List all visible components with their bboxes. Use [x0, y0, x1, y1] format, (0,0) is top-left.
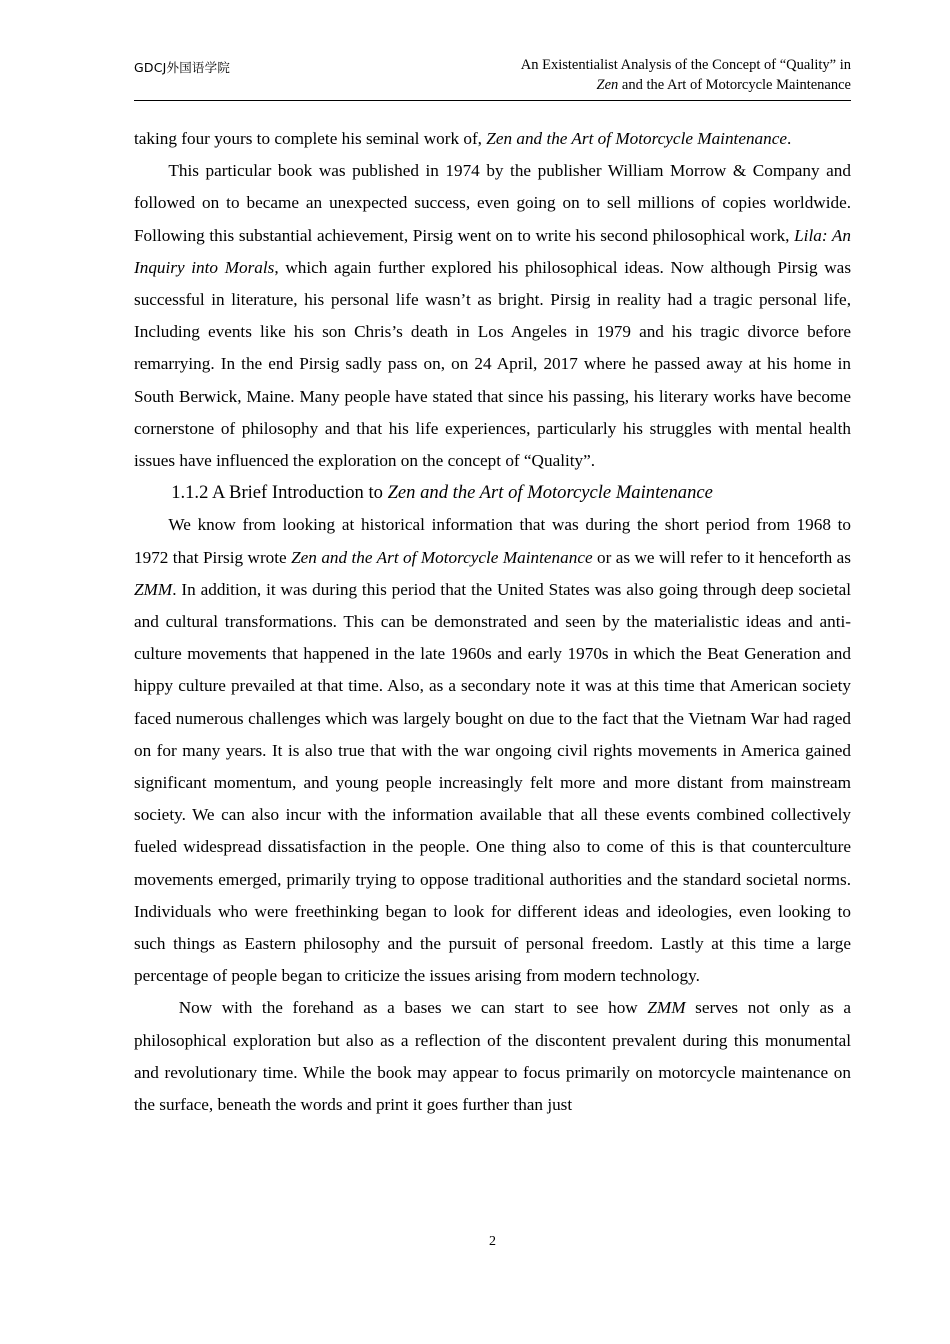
- paragraph-4-italic-abbrev-zmm: ZMM: [647, 998, 686, 1018]
- paragraph-1-text-before: taking four yours to complete his seminal work of,: [134, 129, 487, 148]
- paragraph-3-part-2: or as we will refer to it henceforth as: [592, 547, 851, 567]
- paragraph-3-part-3: . In addition, it was during this period that the United States was also going through deep societal and cultural transformations. This can be demonstrated and seen by the materialistic ideas and anti-culture movements that happened in the late 1960s and early 1970s in which the Beat Generation and hippy culture prevailed at that time. Also, as a secondary note it was at this time that American society faced numerous challenges which was largely bought on due to the fact that the Vietnam War had raged on for many years. It is also true that with the war ongoing civil rights movements in America gained significant momentum, and young people increasingly felt more and more distant from mainstream society. We can also incur with the information available that all these events combined collectively fueled widespread dissatisfaction in the people. One thing also to come of this is that counterculture movements emerged, primarily trying to oppose traditional authorities and the standard societal norms. Individuals who were freethinking began to look for different ideas and ideologies, even looking to such things as Eastern philosophy and the pursuit of personal freedom. Lastly at this time a large percentage of people began to criticize the issues arising from modern technology.: [134, 579, 851, 986]
- paragraph-4-part-2: serves not only as a philosophical exploration but also as a reflection of the discontent prevalent during this monumental and revolutionary time. While the book may appear to focus primarily on motorcycle maintenance on the surface, beneath the words and print it goes further than just: [134, 998, 851, 1115]
- paragraph-1-text-after: .: [787, 129, 792, 148]
- paragraph-3-italic-title-full: Zen and the Art of Motorcycle Maintenance: [291, 547, 593, 567]
- header-thesis-title: [521, 56, 851, 95]
- section-heading-number: 1.1.2 A Brief Introduction to: [171, 482, 388, 504]
- paragraph-analysis: [134, 992, 851, 1121]
- paragraph-biography: [134, 155, 851, 477]
- paragraph-4-part-1: Now with the forehand as a bases we can start to see how: [178, 998, 648, 1018]
- page-content: [134, 56, 851, 1121]
- running-header: [134, 56, 851, 101]
- section-heading-1-1-2: [134, 477, 851, 509]
- paragraph-2-italic-title-lila: Lila: An Inquiry into Morals: [134, 225, 851, 277]
- header-title-line-1: An Existentialist Analysis of the Concept of “Quality” in: [520, 57, 851, 73]
- header-title-line-2: [521, 76, 851, 96]
- page-footer: [134, 1233, 851, 1251]
- header-title-line-2-rest: and the Art of Motorcycle Maintenance: [618, 76, 851, 93]
- header-institution: GDCJ外国语学院: [134, 60, 231, 75]
- paragraph-3-italic-abbrev-zmm: ZMM: [134, 579, 173, 599]
- body-text: [134, 123, 851, 1121]
- section-heading-italic-title: Zen and the Art of Motorcycle Maintenance: [387, 482, 713, 504]
- header-title-italic-zen: Zen: [596, 76, 619, 93]
- paragraph-continuation: [134, 123, 851, 155]
- paragraph-2-part-2: , which again further explored his philosophical ideas. Now although Pirsig was successful in literature, his personal life wasn’t as bright. Pirsig in reality had a tragic personal life, Including events like his son Chris’s death in Los Angeles in 1979 and his tragic divorce before remarrying. In the end Pirsig sadly pass on, on 24 April, 2017 where he passed away at his home in South Berwick, Maine. Many people have stated that since his passing, his literary works have become cornerstone of philosophy and that his life experiences, particularly his struggles with mental health issues have influenced the exploration on the concept of “Quality”.: [134, 257, 852, 471]
- paragraph-3-part-1: We know from looking at historical information that was during the short period from 1968 to 1972 that Pirsig wrote: [134, 515, 851, 567]
- page-number: 2: [489, 1234, 496, 1249]
- paragraph-historical-context: [134, 509, 851, 992]
- paragraph-2-part-1: This particular book was published in 1974 by the publisher William Morrow & Company and followed on to became an unexpected success, even going on to sell millions of copies worldwide. Following this substantial achievement, Pirsig went on to write his second philosophical work,: [134, 161, 851, 245]
- paragraph-1-italic-title: Zen and the Art of Motorcycle Maintenance: [486, 129, 787, 148]
